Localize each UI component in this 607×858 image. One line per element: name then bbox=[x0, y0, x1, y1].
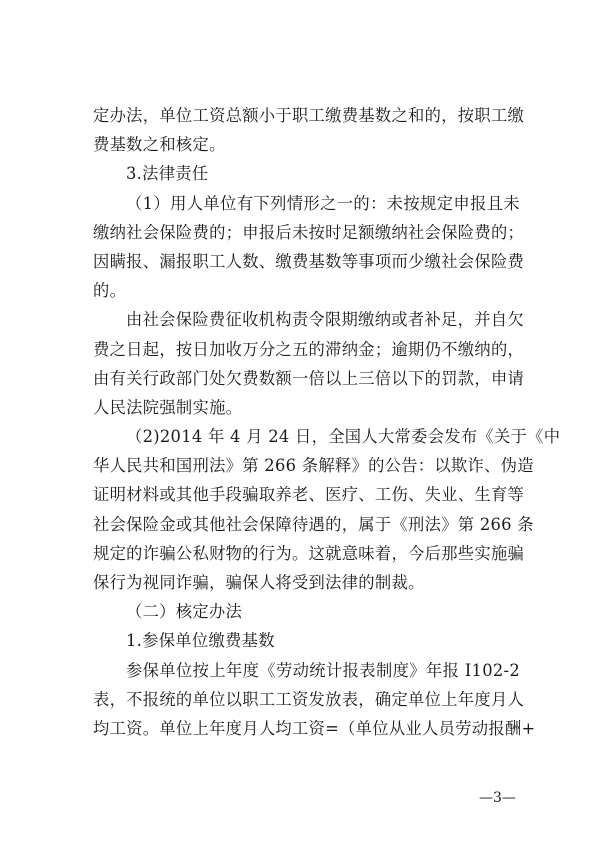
text-line: 因瞒报、漏报职工人数、缴费基数等事项而少缴社会保险费 bbox=[93, 251, 525, 271]
subsection-heading: 1.参保单位缴费基数 bbox=[126, 631, 275, 651]
text-line: 由社会保险费征收机构责令限期缴纳或者补足，并自欠 bbox=[126, 310, 524, 330]
text-line: 华人民共和国刑法》第 266 条解释》的公告：以欺诈、伪造 bbox=[93, 456, 534, 476]
text-line: 费之日起，按日加收万分之五的滞纳金；逾期仍不缴纳的， bbox=[93, 339, 525, 359]
text-line: 均工资。单位上年度月人均工资=（单位从业人员劳动报酬+ bbox=[93, 718, 536, 738]
text-line: （1）用人单位有下列情形之一的：未按规定申报且未 bbox=[126, 193, 520, 213]
section-heading: （二）核定办法 bbox=[126, 602, 243, 622]
text-line: 由有关行政部门处欠费数额一倍以上三倍以下的罚款，申请 bbox=[93, 368, 525, 388]
text-line: 表，不报统的单位以职工工资发放表，确定单位上年度月人 bbox=[93, 689, 525, 709]
text-line: （2)2014 年 4 月 24 日，全国人大常委会发布《关于《中 bbox=[126, 427, 561, 447]
section-heading: 3.法律责任 bbox=[126, 164, 209, 184]
text-line: 定办法，单位工资总额小于职工缴费基数之和的，按职工缴 bbox=[93, 106, 525, 125]
text-line: 规定的诈骗公私财物的行为。这就意味着，今后那些实施骗 bbox=[93, 543, 525, 563]
text-line: 证明材料或其他手段骗取养老、医疗、工伤、失业、生育等 bbox=[93, 485, 525, 505]
text-line: 费基数之和核定。 bbox=[93, 135, 226, 155]
text-line: 保行为视同诈骗，骗保人将受到法律的制裁。 bbox=[93, 573, 425, 592]
text-line: 社会保险金或其他社会保障待遇的，属于《刑法》第 266 条 bbox=[93, 514, 534, 534]
document-body bbox=[93, 101, 561, 743]
text-line: 人民法院强制实施。 bbox=[93, 397, 243, 417]
text-line: 参保单位按上年度《劳动统计报表制度》年报 I102-2 bbox=[126, 660, 520, 680]
text-line: 的。 bbox=[93, 281, 127, 301]
page-number: —3— bbox=[479, 790, 516, 806]
text-line: 缴纳社会保险费的；申报后未按时足额缴纳社会保险费的； bbox=[93, 222, 525, 242]
